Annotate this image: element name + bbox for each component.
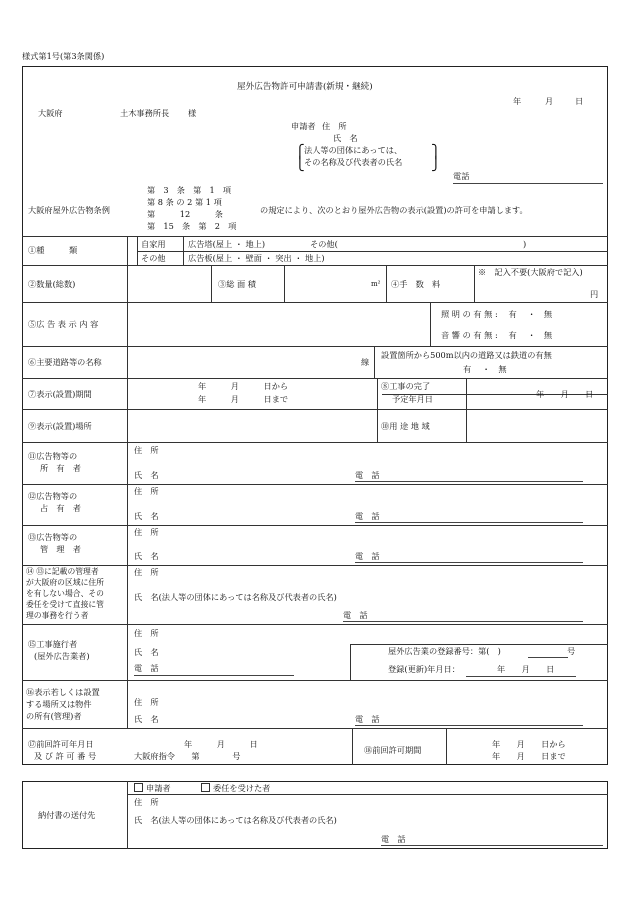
type-self-use[interactable]: 自家用 [141,239,166,249]
contractor-reg-date-fields[interactable]: 年 月 日 [497,664,555,674]
type-label: ①種 類 [28,245,78,255]
ordinance-article-4[interactable]: 第 15 条 第 2 項 [147,221,237,231]
previous-label-2: 及 び 許 可 番 号 [34,751,97,761]
delivery-label: 納付書の送付先 [38,810,96,820]
delivery-opt-delegate-label: 委任を受けた者 [213,783,271,793]
landowner-name: 氏 名 [134,714,159,724]
date-year[interactable]: 年 [513,96,522,106]
contractor-reg-date: 登録(更新)年月日： [388,664,460,674]
type-board[interactable]: 広告板(屋上 ・ 壁面 ・ 突出 ・ 地上) [188,253,325,263]
previous-label-1: ⑰前回許可年月日 [28,739,94,749]
applicant-name-label: 氏 名 [333,133,358,143]
date-day[interactable]: 日 [575,96,584,106]
ordinance-article-3[interactable]: 第 12 条 [147,209,223,219]
completion-label-1: ⑧工事の完了 [381,381,431,391]
manager-phone: 電 話 [355,551,380,561]
road-line-unit: 線 [361,357,370,367]
contractor-reg-no-suffix: 号 [567,646,576,656]
contractor-name: 氏 名 [134,647,159,657]
owner-name: 氏 名 [134,470,159,480]
contractor-address: 住 所 [134,628,159,638]
area-unit: m² [371,280,381,288]
applicant-address-label: 住 所 [322,121,347,131]
owner-phone-line[interactable] [355,481,583,482]
previous-period-from[interactable]: 年 月 日から [492,739,566,749]
ordinance-name: 大阪府屋外広告物条例 [28,205,110,215]
applicant-phone-label: 電話 [453,171,470,181]
landowner-phone: 電 話 [355,714,380,724]
applicant-label: 申請者 [291,121,316,131]
landowner-phone-line[interactable] [355,725,583,726]
ordinance-statement: の規定により、次のとおり屋外広告物の表示(設置)の許可を申請します。 [260,205,528,215]
bracket-left-lower: ⎩ [295,157,305,172]
manager-phone-line[interactable] [355,562,583,563]
occupant-phone: 電 話 [355,511,380,521]
delegate-name: 氏 名(法人等の団体にあっては名称及び代表者の氏名) [134,592,337,602]
bracket-right-lower: ⎭ [431,157,441,172]
manager-address: 住 所 [134,527,159,537]
area-label: ③総 面 積 [218,279,256,289]
occupant-label-2: 占 有 者 [40,503,81,513]
owner-label-1: ⑪広告物等の [28,451,78,461]
sound-option[interactable]: 音 響 の 有 無 : 有 ・ 無 [441,330,553,340]
fee-unit: 円 [590,289,599,299]
delegate-address: 住 所 [134,567,159,577]
applicant-phone-line[interactable] [453,183,603,184]
delivery-opt-applicant[interactable] [134,783,171,794]
contractor-reg-date-line [466,676,576,677]
delegate-label-2: が大阪府の区域に住所 [26,578,104,587]
content-label: ⑤広 告 表 示 内 容 [28,319,99,329]
manager-label-1: ⑬広告物等の [28,532,78,542]
contractor-phone-line[interactable] [134,675,294,676]
applicant-note-1: 法人等の団体にあっては、 [304,145,403,155]
contractor-phone: 電 話 [134,663,159,673]
fee-note: ※ 記入不要(大阪府で記入) [478,267,583,277]
occupant-phone-line[interactable] [355,522,583,523]
delegate-label-5: 理の事務を行う者 [26,611,89,620]
landowner-label-2: する場所又は物件 [26,699,92,709]
date-month[interactable]: 月 [545,96,554,106]
completion-date[interactable]: 年 月 日 [536,389,594,399]
application-form [22,66,608,765]
fee-label: ④手 数 料 [391,279,441,289]
occupant-label-1: ⑫広告物等の [28,491,78,501]
rail-answer[interactable]: 有 ・ 無 [463,364,507,374]
contractor-reg-no-line [528,657,568,658]
manager-label-2: 管 理 者 [40,544,81,554]
form-title: 屋外広告物許可申請書(新規・継続) [237,82,373,92]
checkbox-icon[interactable] [134,783,143,792]
bracket-left: ⎧ [295,145,305,160]
bracket-right: ⎫ [431,145,441,160]
previous-period-label: ⑱前回許可期間 [364,745,422,755]
checkbox-icon[interactable] [201,783,210,792]
place-label: ⑨表示(設置)場所 [28,421,92,431]
ordinance-article-2[interactable]: 第 8 条 の 2 第 1 項 [147,197,222,207]
delivery-address: 住 所 [134,797,159,807]
lighting-option[interactable]: 照 明 の 有 無 : 有 ・ 無 [441,309,553,319]
landowner-address: 住 所 [134,697,159,707]
previous-designation[interactable]: 大阪府指令 第 号 [134,751,241,761]
contractor-label-2: (屋外広告業者) [34,651,90,661]
delivery-phone-line[interactable] [381,845,603,846]
applicant-note-2: その名称及び代表者の氏名 [304,157,403,167]
owner-label-2: 所 有 者 [40,463,81,473]
ordinance-article-1[interactable]: 第 3 条 第 1 項 [147,185,232,195]
previous-date[interactable]: 年 月 日 [184,739,258,749]
addressee-prefecture: 大阪府 [38,108,63,118]
type-other[interactable]: その他 [141,253,166,263]
delegate-label-3: を有しない場合、その [26,589,104,598]
landowner-label-1: ⑯表示若しくは設置 [26,687,100,697]
occupant-address: 住 所 [134,486,159,496]
owner-phone: 電 話 [355,470,380,480]
owner-address: 住 所 [134,445,159,455]
addressee-honorific: 様 [188,108,197,118]
previous-period-to[interactable]: 年 月 日まで [492,751,566,761]
form-id: 様式第1号(第3条関係) [22,51,105,61]
period-to[interactable]: 年 月 日まで [198,394,289,404]
road-label: ⑥主要道路等の名称 [28,357,102,367]
occupant-name: 氏 名 [134,511,159,521]
period-from[interactable]: 年 月 日から [198,381,289,391]
contractor-reg-no[interactable]: 屋外広告業の登録番号：第( ) [388,646,501,656]
delivery-name: 氏 名(法人等の団体にあっては名称及び代表者の氏名) [134,815,337,825]
delegate-phone-line[interactable] [343,621,583,622]
rail-question: 設置箇所から500m以内の道路又は鉄道の有無 [381,350,552,360]
zone-label: ⑩用 途 地 域 [381,421,430,431]
delivery-opt-delegate[interactable] [201,783,270,794]
contractor-label-1: ⑮工事施行者 [28,639,78,649]
delegate-label-1: ⑭ ⑬に記載の管理者 [26,567,99,576]
delivery-phone: 電 話 [381,834,406,844]
quantity-label: ②数量(総数) [28,279,76,289]
delegate-label-4: 委任を受けて直接に管 [26,600,104,609]
type-tower[interactable]: 広告塔(屋上 ・ 地上) [188,239,266,249]
completion-label-2: 予定年月日 [392,394,433,404]
landowner-label-3: の所有(管理)者 [26,711,82,721]
manager-name: 氏 名 [134,551,159,561]
period-label: ⑦表示(設置)期間 [28,389,92,399]
type-close-paren: ) [523,239,527,249]
delegate-phone: 電 話 [343,610,368,620]
delivery-opt-applicant-label: 申請者 [146,783,171,793]
type-other-paren[interactable]: その他( [310,239,338,249]
addressee-office: 土木事務所長 [120,108,170,118]
